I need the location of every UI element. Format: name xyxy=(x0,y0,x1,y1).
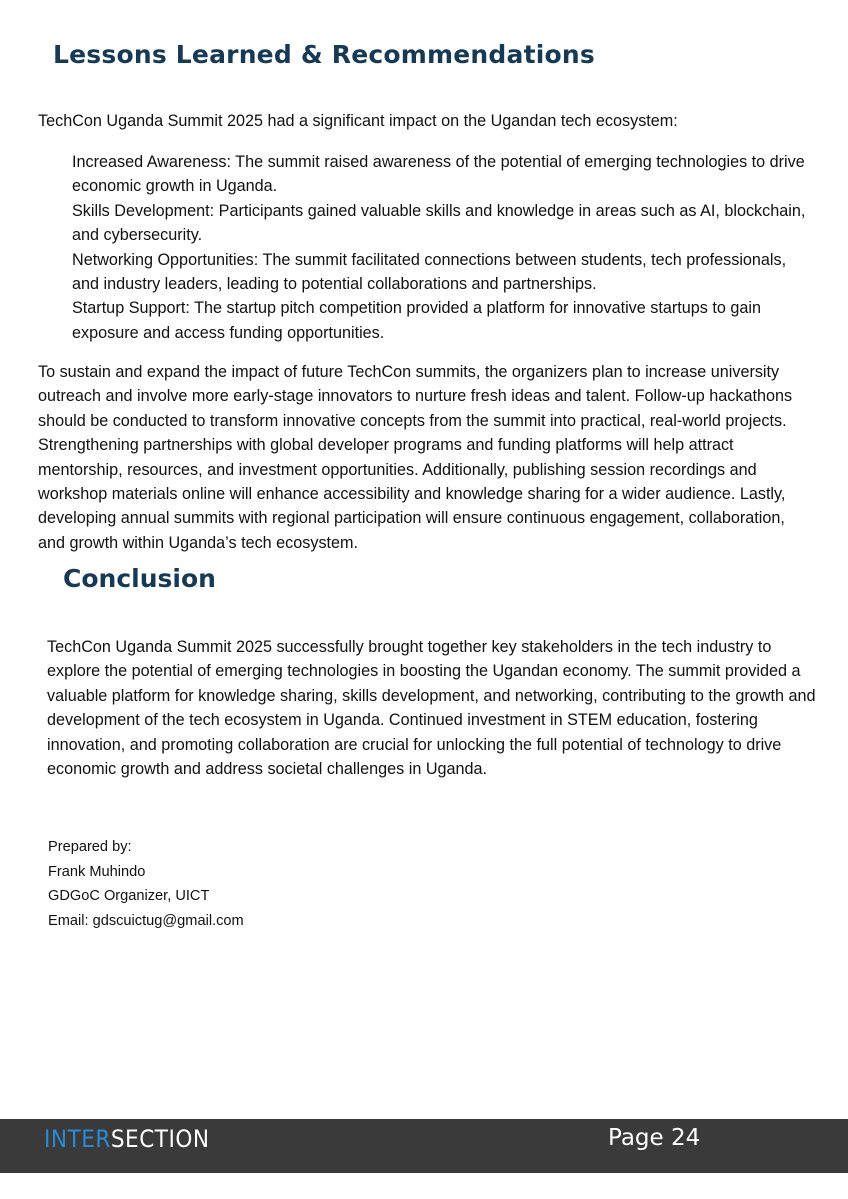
impact-item-skills: Skills Development: Participants gained valuable skills and knowledge in areas such as AI, blockchain, and cybersecurity. xyxy=(72,201,806,245)
footer-brand xyxy=(44,1127,209,1151)
page-footer xyxy=(0,1119,848,1173)
impact-list xyxy=(72,150,812,345)
impact-item-networking: Networking Opportunities: The summit facilitated connections between students, tech professionals, and industry leaders, leading to potential collaborations and partnerships. xyxy=(72,250,787,294)
brand-part-inter: INTER xyxy=(44,1125,111,1153)
author-name: Frank Muhindo xyxy=(48,863,146,880)
author-email: Email: gdscuictug@gmail.com xyxy=(48,912,244,929)
prepared-by-label: Prepared by: xyxy=(48,839,132,855)
impact-item-startup: Startup Support: The startup pitch competition provided a platform for innovative startups to gain exposure and access funding opportunities. xyxy=(72,299,761,342)
conclusion-heading: Conclusion xyxy=(63,564,216,593)
impact-item-awareness: Increased Awareness: The summit raised awareness of the potential of emerging technologies to drive economic growth in Uganda. xyxy=(72,153,805,196)
lessons-intro: TechCon Uganda Summit 2025 had a significant impact on the Ugandan tech ecosystem: xyxy=(38,112,678,130)
lessons-heading: Lessons Learned & Recommendations xyxy=(53,40,595,69)
brand-part-section: SECTION xyxy=(110,1125,210,1153)
recommendations-paragraph: To sustain and expand the impact of future TechCon summits, the organizers plan to increase university outreach and involve more early-stage innovators to nurture fresh ideas and talent. Follow-up hackathons should be conducted to transform innovative concepts from the summit into practical, real-world projects. Strengthening partnerships with global developer programs and funding platforms will help attract mentorship, resources, and investment opportunities. Additionally, publishing session recordings and workshop materials online will enhance accessibility and knowledge sharing for a wider audience. Lastly, developing annual summits with regional participation will ensure continuous engagement, collaboration, and growth within Uganda’s tech ecosystem. xyxy=(38,363,793,552)
author-role: GDGoC Organizer, UICT xyxy=(48,888,210,904)
conclusion-paragraph: TechCon Uganda Summit 2025 successfully brought together key stakeholders in the tech industry to explore the potential of emerging technologies in boosting the Ugandan economy. The summit provided a valuable platform for knowledge sharing, skills development, and networking, contributing to the growth and development of the tech ecosystem in Uganda. Continued investment in STEM education, fostering innovation, and promoting collaboration are crucial for unlocking the full potential of technology to drive economic growth and address societal challenges in Uganda. xyxy=(47,638,816,779)
signature-block xyxy=(48,835,244,933)
page-number: Page 24 xyxy=(608,1125,701,1151)
